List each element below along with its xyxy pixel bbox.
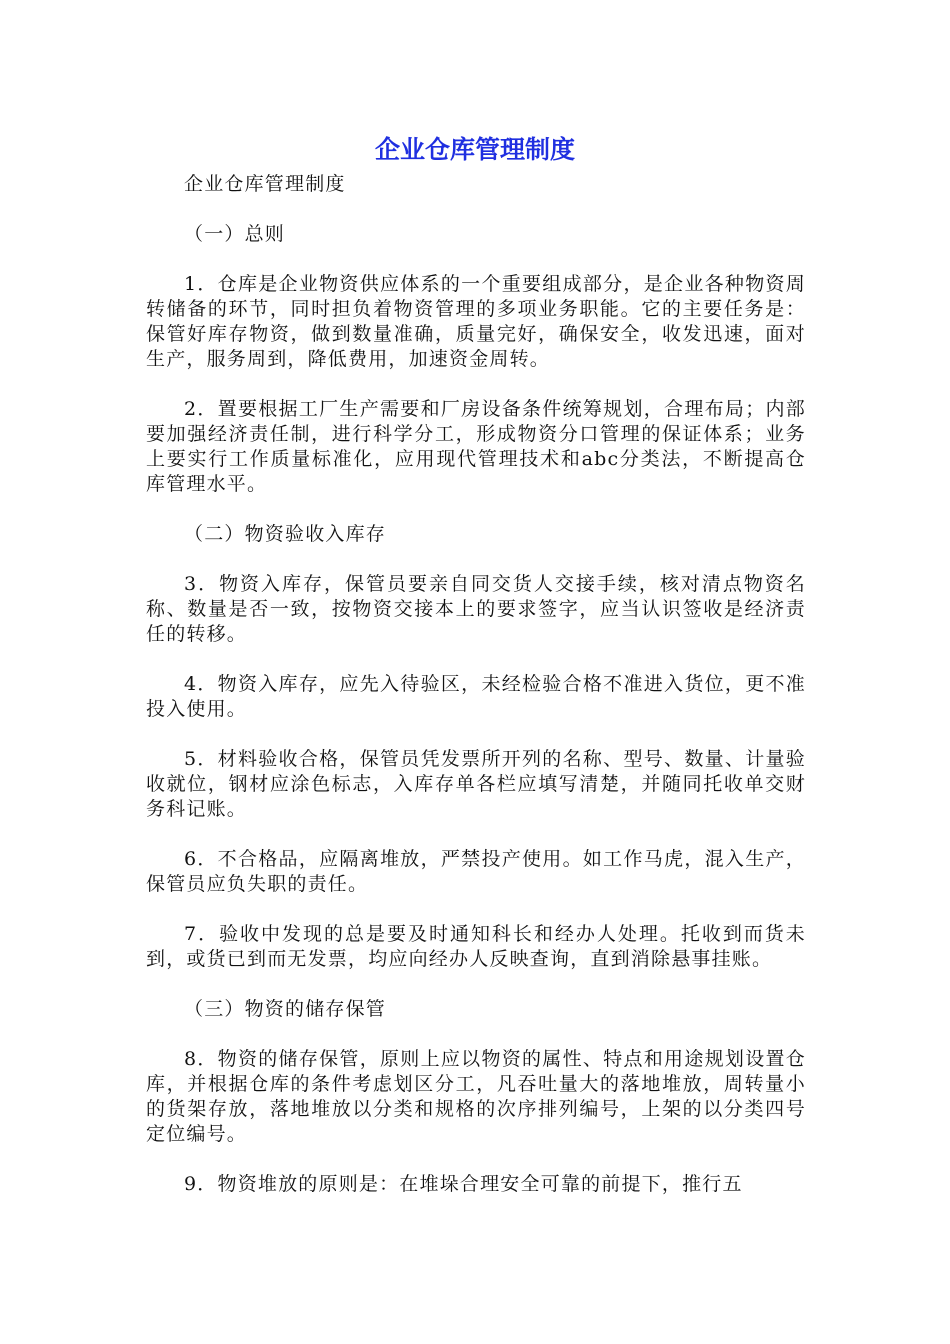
document-subtitle: 企业仓库管理制度 bbox=[184, 173, 346, 195]
document-title: 企业仓库管理制度 bbox=[374, 135, 575, 164]
section-heading: （三）物资的储存保管 bbox=[184, 998, 387, 1020]
paragraph: 2．置要根据工厂生产需要和厂房设备条件统筹规划，合理布局；内部要加强经济责任制，进行科学分工，形成物资分口管理的保证体系；业务上要实行工作质量标准化，应用现代管理技术和abc分类法，不断提高仓库管理水平。 bbox=[146, 398, 806, 495]
paragraph: 1．仓库是企业物资供应体系的一个重要组成部分，是企业各种物资周转储备的环节，同时担负着物资管理的多项业务职能。它的主要任务是：保管好库存物资，做到数量准确，质量完好，确保安全，收发迅速，面对生产，服务周到，降低费用，加速资金周转。 bbox=[146, 273, 806, 370]
section-heading: （一）总则 bbox=[184, 223, 286, 245]
paragraph: 4．物资入库存，应先入待验区，未经检验合格不准进入货位，更不准投入使用。 bbox=[146, 673, 806, 720]
paragraph: 3．物资入库存，保管员要亲自同交货人交接手续，核对清点物资名称、数量是否一致，按物资交接本上的要求签字，应当认识签收是经济责任的转移。 bbox=[146, 573, 806, 645]
paragraph: 6．不合格品，应隔离堆放，严禁投产使用。如工作马虎，混入生产，保管员应负失职的责任。 bbox=[146, 848, 806, 895]
paragraph: 5．材料验收合格，保管员凭发票所开列的名称、型号、数量、计量验收就位，钢材应涂色标志，入库存单各栏应填写清楚，并随同托收单交财务科记账。 bbox=[146, 748, 806, 820]
document-body bbox=[146, 172, 806, 1197]
section-heading: （二）物资验收入库存 bbox=[184, 523, 387, 545]
paragraph: 8．物资的储存保管，原则上应以物资的属性、特点和用途规划设置仓库，并根据仓库的条件考虑划区分工，凡吞吐量大的落地堆放，周转量小的货架存放，落地堆放以分类和规格的次序排列编号，上架的以分类四号定位编号。 bbox=[146, 1048, 806, 1145]
paragraph: 9．物资堆放的原则是：在堆垛合理安全可靠的前提下，推行五 bbox=[184, 1173, 743, 1195]
paragraph: 7．验收中发现的总是要及时通知科长和经办人处理。托收到而货未到，或货已到而无发票，均应向经办人反映查询，直到消除悬事挂账。 bbox=[146, 923, 806, 970]
